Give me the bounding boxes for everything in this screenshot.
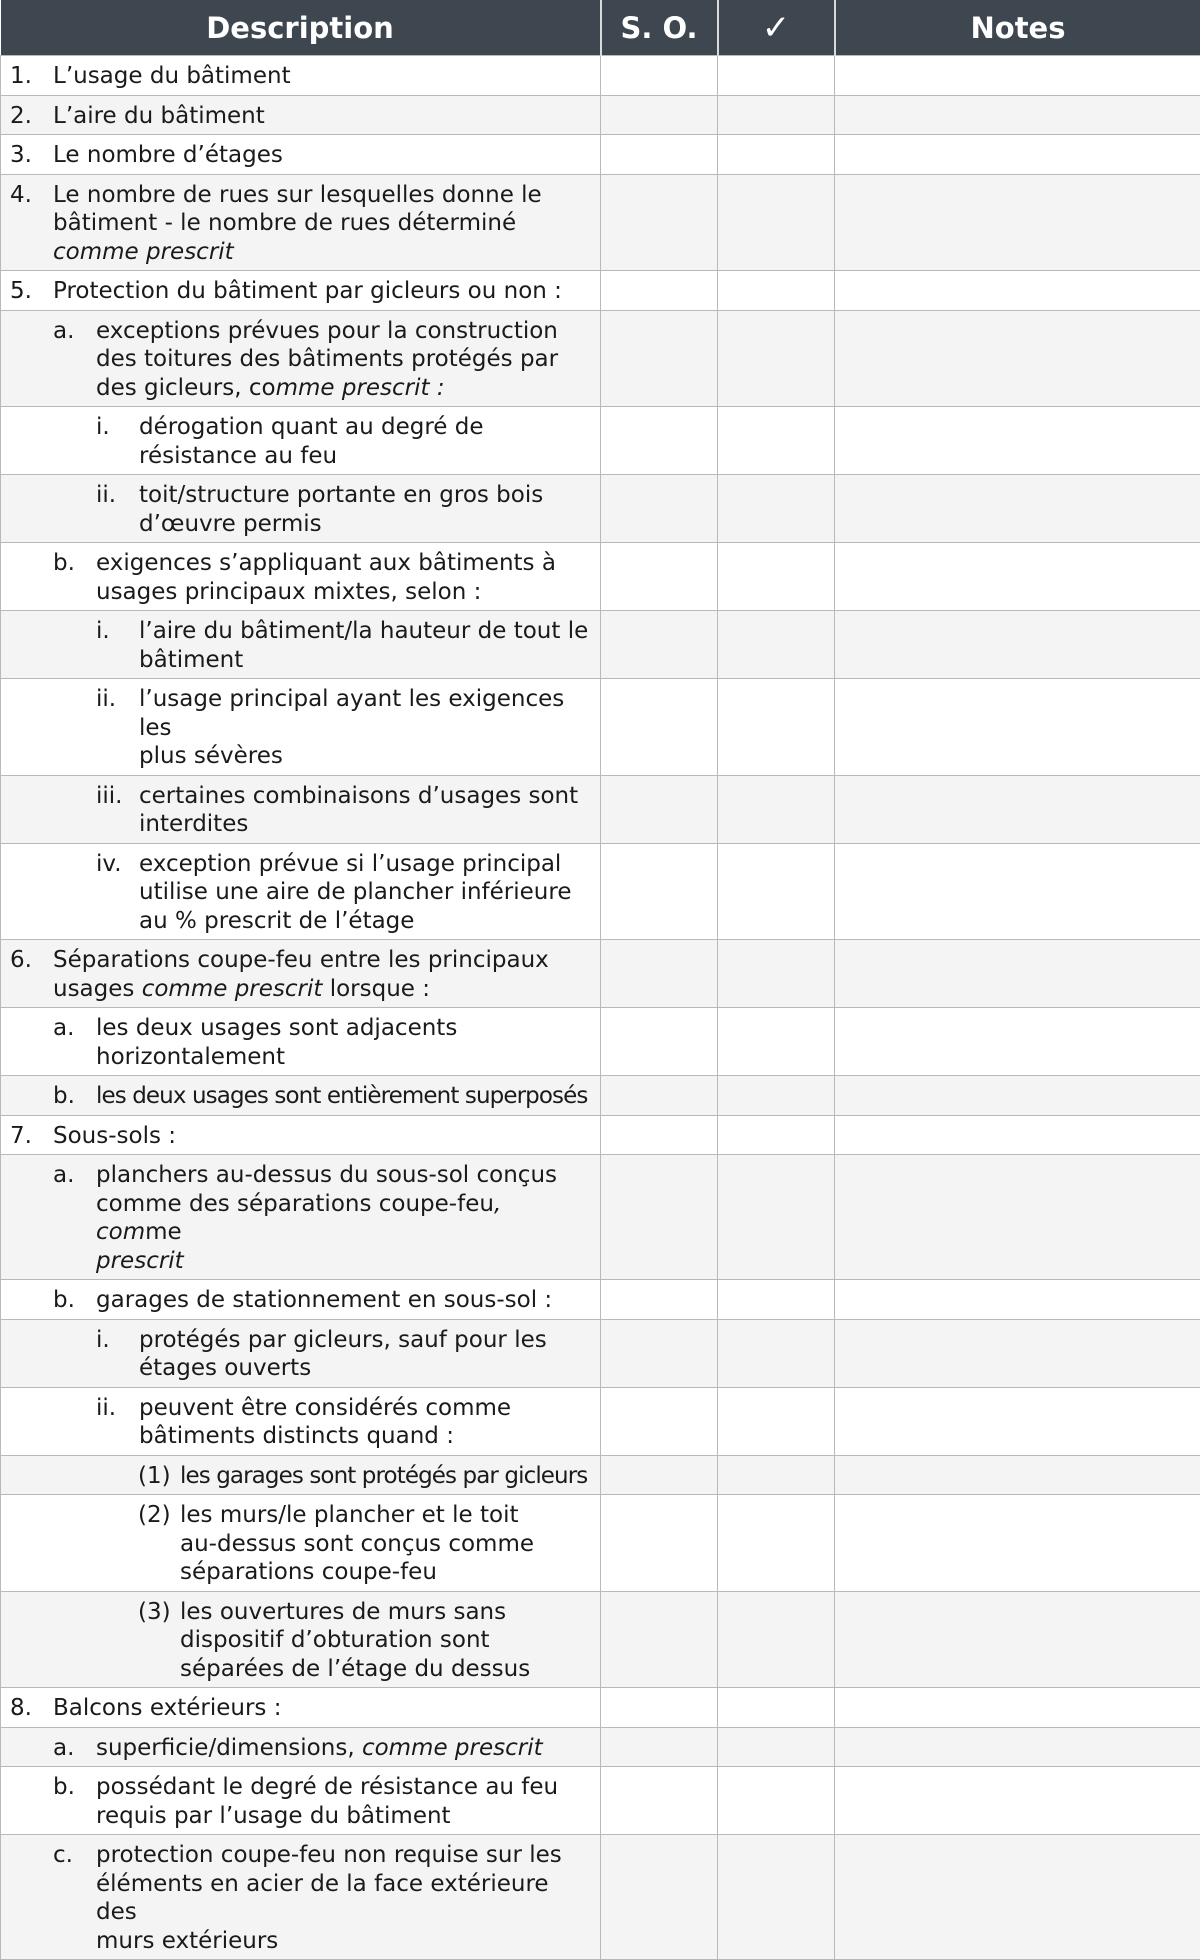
row-text-line: des gicleurs, comme prescrit :: [96, 374, 594, 403]
row-description: [1, 843, 601, 940]
row-number: ii.: [96, 1394, 116, 1423]
row-text-line: les deux usages sont entièrement superposés: [96, 1082, 594, 1111]
row-number: 3.: [10, 141, 32, 170]
row-number: (3): [138, 1598, 171, 1627]
row-text-line: exceptions prévues pour la construction: [96, 317, 594, 346]
row-text-line: les murs/le plancher et le toit: [180, 1501, 594, 1530]
table-row: [1, 679, 1200, 776]
notes-cell[interactable]: [835, 1688, 1200, 1728]
row-text-line: L’usage du bâtiment: [53, 62, 594, 91]
row-description: [1, 543, 601, 611]
row-number: a.: [53, 317, 74, 346]
row-number: i.: [96, 617, 110, 646]
notes-cell[interactable]: [835, 1115, 1200, 1155]
row-number: c.: [53, 1841, 73, 1870]
row-text-line: exception prévue si l’usage principal: [139, 850, 594, 879]
header-notes: Notes: [835, 0, 1200, 56]
so-cell[interactable]: [601, 940, 718, 1008]
so-cell[interactable]: [601, 543, 718, 611]
row-text-line: Séparations coupe-feu entre les principaux: [53, 946, 594, 975]
row-text-line: résistance au feu: [139, 442, 594, 471]
table-row: [1, 1319, 1200, 1387]
row-text-line: séparées de l’étage du dessus: [180, 1655, 594, 1684]
check-cell[interactable]: [718, 1155, 835, 1280]
header-so: S. O.: [601, 0, 718, 56]
row-description: [1, 1008, 601, 1076]
check-cell[interactable]: [718, 1115, 835, 1155]
so-cell[interactable]: [601, 1495, 718, 1592]
notes-cell[interactable]: [835, 1155, 1200, 1280]
notes-cell[interactable]: [835, 1495, 1200, 1592]
notes-cell[interactable]: [835, 1387, 1200, 1455]
notes-cell[interactable]: [835, 271, 1200, 311]
row-text-line: prescrit: [96, 1247, 594, 1276]
row-number: ii.: [96, 685, 116, 714]
so-cell[interactable]: [601, 1155, 718, 1280]
so-cell[interactable]: [601, 1280, 718, 1320]
row-text-line: possédant le degré de résistance au feu: [96, 1773, 594, 1802]
row-text-line: protégés par gicleurs, sauf pour les: [139, 1326, 594, 1355]
check-cell[interactable]: [718, 1835, 835, 1960]
row-text-line: requis par l’usage du bâtiment: [96, 1802, 594, 1831]
row-description: [1, 56, 601, 96]
check-cell[interactable]: [718, 679, 835, 776]
row-text-line: garages de stationnement en sous-sol :: [96, 1286, 594, 1315]
row-description: [1, 1319, 601, 1387]
row-number: b.: [53, 549, 75, 578]
check-cell[interactable]: [718, 1008, 835, 1076]
row-description: [1, 271, 601, 311]
row-description: [1, 775, 601, 843]
table-row: [1, 56, 1200, 96]
row-number: i.: [96, 413, 110, 442]
so-cell[interactable]: [601, 135, 718, 175]
so-cell[interactable]: [601, 843, 718, 940]
row-text-line: l’usage principal ayant les exigences les: [139, 685, 594, 742]
table-row: [1, 1115, 1200, 1155]
row-description: [1, 1115, 601, 1155]
check-cell[interactable]: [718, 1076, 835, 1116]
row-text-line: plus sévères: [139, 742, 594, 771]
so-cell[interactable]: [601, 1387, 718, 1455]
row-text-line: horizontalement: [96, 1043, 594, 1072]
notes-cell[interactable]: [835, 775, 1200, 843]
notes-cell[interactable]: [835, 1767, 1200, 1835]
row-description: [1, 1591, 601, 1688]
notes-cell[interactable]: [835, 1280, 1200, 1320]
check-cell[interactable]: [718, 543, 835, 611]
row-number: iii.: [96, 782, 122, 811]
header-check: [718, 0, 835, 56]
so-cell[interactable]: [601, 1591, 718, 1688]
row-text-line: dérogation quant au degré de: [139, 413, 594, 442]
table-row: [1, 1280, 1200, 1320]
check-cell[interactable]: [718, 407, 835, 475]
so-cell[interactable]: [601, 271, 718, 311]
row-description: [1, 1495, 601, 1592]
row-text-line: étages ouverts: [139, 1354, 594, 1383]
row-number: 4.: [10, 181, 32, 210]
table-row: [1, 843, 1200, 940]
row-number: b.: [53, 1286, 75, 1315]
table-row: [1, 407, 1200, 475]
row-number: i.: [96, 1326, 110, 1355]
notes-cell[interactable]: [835, 1727, 1200, 1767]
table-row: [1, 475, 1200, 543]
so-cell[interactable]: [601, 1455, 718, 1495]
row-text-line: bâtiment: [139, 646, 594, 675]
row-description: [1, 940, 601, 1008]
row-number: b.: [53, 1082, 75, 1111]
table-row: [1, 1591, 1200, 1688]
row-text-line: l’aire du bâtiment/la hauteur de tout le: [139, 617, 594, 646]
row-text-line: au-dessus sont conçus comme: [180, 1530, 594, 1559]
row-text-line: les ouvertures de murs sans: [180, 1598, 594, 1627]
row-number: 8.: [10, 1694, 32, 1723]
so-cell[interactable]: [601, 174, 718, 271]
table-header: [1, 0, 1200, 56]
so-cell[interactable]: [601, 1076, 718, 1116]
notes-cell[interactable]: [835, 679, 1200, 776]
check-cell[interactable]: [718, 1319, 835, 1387]
table-row: [1, 1688, 1200, 1728]
row-text-line: séparations coupe-feu: [180, 1558, 594, 1587]
check-cell[interactable]: [718, 1455, 835, 1495]
table-row: [1, 271, 1200, 311]
row-description: [1, 1835, 601, 1960]
table-row: [1, 95, 1200, 135]
check-cell[interactable]: [718, 611, 835, 679]
so-cell[interactable]: [601, 1727, 718, 1767]
row-description: [1, 174, 601, 271]
check-cell[interactable]: [718, 174, 835, 271]
row-number: 2.: [10, 102, 32, 131]
row-text-line: utilise une aire de plancher inférieure: [139, 878, 594, 907]
notes-cell[interactable]: [835, 56, 1200, 96]
row-description: [1, 1155, 601, 1280]
table-row: [1, 1008, 1200, 1076]
check-cell[interactable]: [718, 95, 835, 135]
check-cell[interactable]: [718, 310, 835, 407]
table-row: [1, 135, 1200, 175]
row-text-line: Le nombre d’étages: [53, 141, 594, 170]
notes-cell[interactable]: [835, 1008, 1200, 1076]
row-text-line: Sous-sols :: [53, 1122, 594, 1151]
so-cell[interactable]: [601, 95, 718, 135]
so-cell[interactable]: [601, 1835, 718, 1960]
check-cell[interactable]: [718, 475, 835, 543]
row-text-line: dispositif d’obturation sont: [180, 1626, 594, 1655]
table-row: [1, 310, 1200, 407]
so-cell[interactable]: [601, 407, 718, 475]
row-text-line: les deux usages sont adjacents: [96, 1014, 594, 1043]
notes-cell[interactable]: [835, 135, 1200, 175]
row-text-line: au % prescrit de l’étage: [139, 907, 594, 936]
so-cell[interactable]: [601, 679, 718, 776]
row-number: a.: [53, 1734, 74, 1763]
notes-cell[interactable]: [835, 843, 1200, 940]
row-text-line: protection coupe-feu non requise sur les: [96, 1841, 594, 1870]
row-number: ii.: [96, 481, 116, 510]
check-cell[interactable]: [718, 1767, 835, 1835]
check-cell[interactable]: [718, 940, 835, 1008]
row-description: [1, 475, 601, 543]
row-number: a.: [53, 1014, 74, 1043]
row-text-line: Protection du bâtiment par gicleurs ou non :: [53, 277, 594, 306]
check-cell[interactable]: [718, 1688, 835, 1728]
so-cell[interactable]: [601, 310, 718, 407]
check-cell[interactable]: [718, 1495, 835, 1592]
so-cell[interactable]: [601, 475, 718, 543]
check-cell[interactable]: [718, 135, 835, 175]
table-row: [1, 174, 1200, 271]
notes-cell[interactable]: [835, 1835, 1200, 1960]
row-description: [1, 135, 601, 175]
row-text-line: bâtiment - le nombre de rues déterminé: [53, 209, 594, 238]
row-number: 5.: [10, 277, 32, 306]
row-description: [1, 95, 601, 135]
notes-cell[interactable]: [835, 1319, 1200, 1387]
row-description: [1, 1767, 601, 1835]
row-number: b.: [53, 1773, 75, 1802]
row-text-line: Balcons extérieurs :: [53, 1694, 594, 1723]
check-cell[interactable]: [718, 1727, 835, 1767]
row-number: iv.: [96, 850, 122, 879]
table-row: [1, 543, 1200, 611]
row-text-line: L’aire du bâtiment: [53, 102, 594, 131]
row-text-line: planchers au-dessus du sous-sol conçus: [96, 1161, 594, 1190]
row-number: 7.: [10, 1122, 32, 1151]
row-text-line: toit/structure portante en gros bois: [139, 481, 594, 510]
row-description: [1, 407, 601, 475]
row-description: [1, 679, 601, 776]
table-row: [1, 1076, 1200, 1116]
notes-cell[interactable]: [835, 1455, 1200, 1495]
check-cell[interactable]: [718, 1591, 835, 1688]
row-text-line: interdites: [139, 810, 594, 839]
notes-cell[interactable]: [835, 611, 1200, 679]
row-description: [1, 1455, 601, 1495]
table-row: [1, 1495, 1200, 1592]
notes-cell[interactable]: [835, 95, 1200, 135]
row-text-line: Le nombre de rues sur lesquelles donne le: [53, 181, 594, 210]
header-description: Description: [1, 0, 601, 56]
notes-cell[interactable]: [835, 407, 1200, 475]
table-row: [1, 1387, 1200, 1455]
row-number: 6.: [10, 946, 32, 975]
row-text-line: d’œuvre permis: [139, 510, 594, 539]
notes-cell[interactable]: [835, 1076, 1200, 1116]
row-text-line: usages principaux mixtes, selon :: [96, 578, 594, 607]
row-text-line: superficie/dimensions, comme prescrit: [96, 1734, 594, 1763]
notes-cell[interactable]: [835, 1591, 1200, 1688]
row-text-line: bâtiments distincts quand :: [139, 1422, 594, 1451]
check-cell[interactable]: [718, 1387, 835, 1455]
check-cell[interactable]: [718, 843, 835, 940]
row-text-line: des toitures des bâtiments protégés par: [96, 345, 594, 374]
row-description: [1, 611, 601, 679]
so-cell[interactable]: [601, 1767, 718, 1835]
notes-cell[interactable]: [835, 174, 1200, 271]
row-text-line: peuvent être considérés comme: [139, 1394, 594, 1423]
notes-cell[interactable]: [835, 310, 1200, 407]
table-row: [1, 775, 1200, 843]
so-cell[interactable]: [601, 1688, 718, 1728]
row-text-line: les garages sont protégés par gicleurs: [180, 1462, 594, 1491]
table-row: [1, 1835, 1200, 1960]
row-description: [1, 1727, 601, 1767]
row-text-line: comme prescrit: [53, 238, 594, 267]
table-row: [1, 1767, 1200, 1835]
row-description: [1, 1688, 601, 1728]
row-number: (1): [138, 1462, 171, 1491]
so-cell[interactable]: [601, 56, 718, 96]
row-text-line: usages comme prescrit lorsque :: [53, 975, 594, 1004]
row-description: [1, 1387, 601, 1455]
row-number: (2): [138, 1501, 171, 1530]
table-row: [1, 1727, 1200, 1767]
table-row: [1, 940, 1200, 1008]
check-cell[interactable]: [718, 775, 835, 843]
row-description: [1, 1076, 601, 1116]
notes-cell[interactable]: [835, 543, 1200, 611]
row-description: [1, 310, 601, 407]
so-cell[interactable]: [601, 1008, 718, 1076]
row-number: a.: [53, 1161, 74, 1190]
so-cell[interactable]: [601, 1319, 718, 1387]
check-cell[interactable]: [718, 56, 835, 96]
check-cell[interactable]: [718, 1280, 835, 1320]
so-cell[interactable]: [601, 1115, 718, 1155]
row-description: [1, 1280, 601, 1320]
notes-cell[interactable]: [835, 475, 1200, 543]
table-body: [1, 56, 1200, 1960]
row-text-line: certaines combinaisons d’usages sont: [139, 782, 594, 811]
checkmark-icon: ✓: [762, 8, 791, 48]
table-row: [1, 1455, 1200, 1495]
so-cell[interactable]: [601, 611, 718, 679]
row-text-line: murs extérieurs: [96, 1927, 594, 1956]
table-row: [1, 1155, 1200, 1280]
notes-cell[interactable]: [835, 940, 1200, 1008]
check-cell[interactable]: [718, 271, 835, 311]
row-number: 1.: [10, 62, 32, 91]
table-row: [1, 611, 1200, 679]
so-cell[interactable]: [601, 775, 718, 843]
row-text-line: comme des séparations coupe-feu, comme: [96, 1190, 594, 1247]
row-text-line: exigences s’appliquant aux bâtiments à: [96, 549, 594, 578]
row-text-line: éléments en acier de la face extérieure des: [96, 1870, 594, 1927]
